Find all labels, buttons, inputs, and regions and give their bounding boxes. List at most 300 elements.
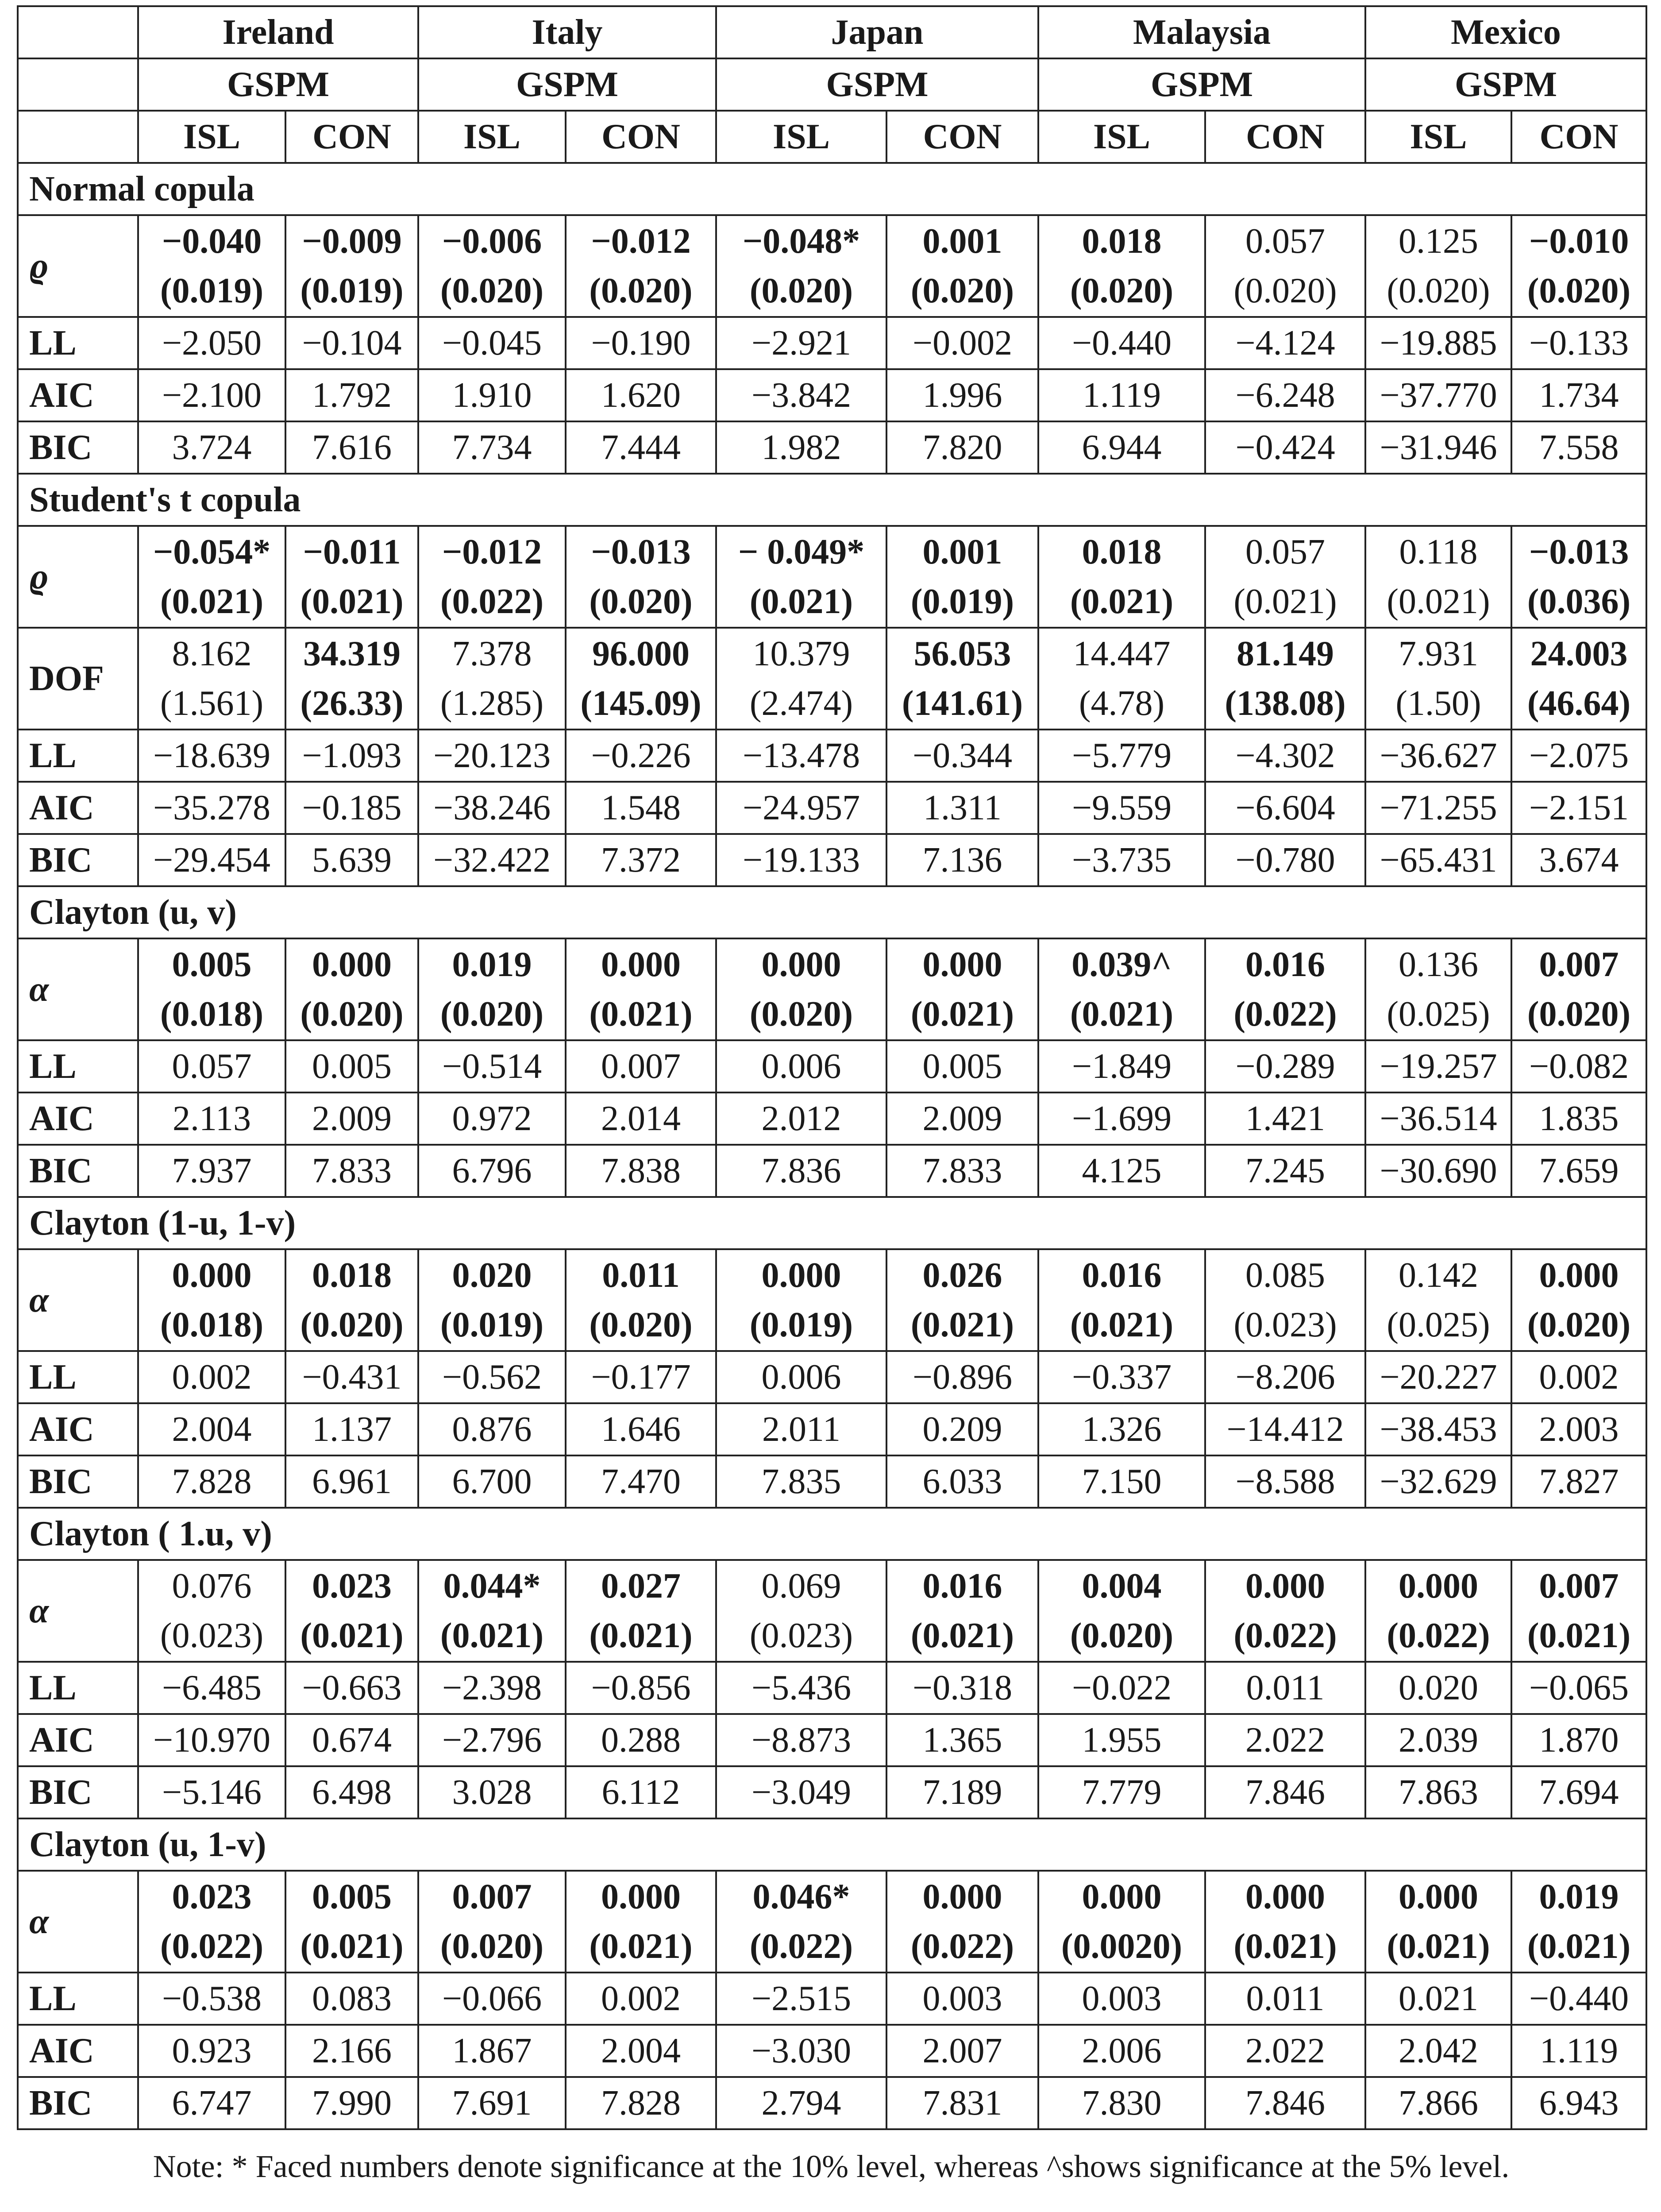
estimate-value: 0.018 xyxy=(1082,222,1162,261)
estimate-cell xyxy=(1205,1249,1365,1351)
value-cell: −0.082 xyxy=(1511,1040,1646,1092)
estimate-value: 0.001 xyxy=(922,533,1002,571)
estimate-cell xyxy=(285,526,418,628)
subcol-header: CON xyxy=(886,111,1038,163)
value-cell: −24.957 xyxy=(716,782,886,834)
value-cell: −0.022 xyxy=(1038,1662,1205,1714)
estimate-value: 24.003 xyxy=(1530,634,1628,673)
estimate-value: 0.016 xyxy=(1245,945,1326,984)
row-label: LL xyxy=(18,1662,138,1714)
value-cell: −1.699 xyxy=(1038,1092,1205,1145)
estimate-value: 7.931 xyxy=(1399,634,1479,673)
row-label: ϱ xyxy=(18,526,138,628)
value-cell: 7.136 xyxy=(886,834,1038,886)
estimate-value: 0.016 xyxy=(922,1567,1002,1606)
estimate-cell xyxy=(418,628,566,730)
value-cell: 0.005 xyxy=(285,1040,418,1092)
value-cell: 1.835 xyxy=(1511,1092,1646,1145)
value-cell: −19.257 xyxy=(1365,1040,1511,1092)
value-cell: 0.002 xyxy=(566,1973,716,2025)
estimate-cell xyxy=(1205,1560,1365,1662)
table-row xyxy=(18,369,1646,421)
value-cell: −36.514 xyxy=(1365,1092,1511,1145)
estimate-value: 0.004 xyxy=(1082,1567,1162,1606)
value-cell: −2.075 xyxy=(1511,730,1646,782)
standard-error: (0.020) xyxy=(1070,1616,1174,1655)
value-cell: 6.944 xyxy=(1038,421,1205,474)
estimate-cell xyxy=(886,1871,1038,1973)
standard-error: (0.020) xyxy=(300,995,404,1034)
standard-error: (0.021) xyxy=(1233,582,1337,621)
row-label: α xyxy=(18,938,138,1040)
table-row xyxy=(18,1040,1646,1092)
standard-error: (0.020) xyxy=(749,995,853,1034)
estimate-cell xyxy=(1038,1871,1205,1973)
value-cell: −3.049 xyxy=(716,1766,886,1818)
table-row xyxy=(18,628,1646,730)
value-cell: 7.833 xyxy=(285,1145,418,1197)
estimate-value: −0.040 xyxy=(162,222,262,261)
value-cell: −0.065 xyxy=(1511,1662,1646,1714)
value-cell: 7.828 xyxy=(566,2077,716,2129)
standard-error: (0.020) xyxy=(440,1927,544,1966)
estimate-cell xyxy=(716,1560,886,1662)
estimate-cell xyxy=(1205,628,1365,730)
value-cell: −20.227 xyxy=(1365,1351,1511,1403)
section-header-row xyxy=(18,474,1646,526)
estimate-cell xyxy=(1038,628,1205,730)
value-cell: 0.011 xyxy=(1205,1662,1365,1714)
value-cell: −2.100 xyxy=(138,369,285,421)
value-cell: −8.206 xyxy=(1205,1351,1365,1403)
standard-error: (1.50) xyxy=(1395,684,1481,723)
value-cell: 2.166 xyxy=(285,2025,418,2077)
value-cell: −4.302 xyxy=(1205,730,1365,782)
value-cell: 0.006 xyxy=(716,1351,886,1403)
value-cell: −0.104 xyxy=(285,317,418,369)
subcol-header: ISL xyxy=(716,111,886,163)
value-cell: −0.514 xyxy=(418,1040,566,1092)
value-cell: 7.779 xyxy=(1038,1766,1205,1818)
value-cell: 0.011 xyxy=(1205,1973,1365,2025)
value-cell: 0.021 xyxy=(1365,1973,1511,2025)
value-cell: −71.255 xyxy=(1365,782,1511,834)
estimate-value: 0.001 xyxy=(922,222,1002,261)
value-cell: 7.694 xyxy=(1511,1766,1646,1818)
value-cell: 7.616 xyxy=(285,421,418,474)
table-row xyxy=(18,2077,1646,2129)
estimate-cell xyxy=(1365,628,1511,730)
standard-error: (0.023) xyxy=(1233,1305,1337,1344)
value-cell: 1.792 xyxy=(285,369,418,421)
standard-error: (0.019) xyxy=(440,1305,544,1344)
value-cell: 2.039 xyxy=(1365,1714,1511,1766)
value-cell: −2.151 xyxy=(1511,782,1646,834)
value-cell: 1.365 xyxy=(886,1714,1038,1766)
value-cell: 7.831 xyxy=(886,2077,1038,2129)
model-header: GSPM xyxy=(1365,58,1646,111)
value-cell: 7.866 xyxy=(1365,2077,1511,2129)
standard-error: (0.023) xyxy=(749,1616,853,1655)
estimate-value: −0.011 xyxy=(303,533,401,571)
value-cell: −4.124 xyxy=(1205,317,1365,369)
estimate-value: 0.000 xyxy=(761,1256,841,1295)
value-cell: 2.004 xyxy=(138,1403,285,1455)
estimate-value: 0.000 xyxy=(1082,1877,1162,1916)
table-container xyxy=(17,5,1646,2191)
value-cell: 0.057 xyxy=(138,1040,285,1092)
value-cell: 6.943 xyxy=(1511,2077,1646,2129)
table-note: Note: * Faced numbers denote significance at the 10% level, whereas ^shows significance at the 5% level. xyxy=(153,2149,1510,2184)
standard-error: (46.64) xyxy=(1527,684,1631,723)
value-cell: −0.133 xyxy=(1511,317,1646,369)
standard-error: (0.020) xyxy=(300,1305,404,1344)
section-header-row xyxy=(18,1197,1646,1249)
value-cell: 7.245 xyxy=(1205,1145,1365,1197)
estimate-cell xyxy=(716,215,886,317)
value-cell: 2.009 xyxy=(285,1092,418,1145)
value-cell: −0.185 xyxy=(285,782,418,834)
subcol-header: CON xyxy=(1511,111,1646,163)
row-label: BIC xyxy=(18,1455,138,1508)
value-cell: 2.012 xyxy=(716,1092,886,1145)
section-title: Clayton ( 1.u, v) xyxy=(18,1508,1646,1560)
estimate-cell xyxy=(1205,1871,1365,1973)
value-cell: 1.996 xyxy=(886,369,1038,421)
value-cell: −0.177 xyxy=(566,1351,716,1403)
estimate-value: 0.000 xyxy=(172,1256,252,1295)
table-row xyxy=(18,1092,1646,1145)
table-row xyxy=(18,1351,1646,1403)
standard-error: (0.021) xyxy=(1387,582,1490,621)
model-header: GSPM xyxy=(716,58,1038,111)
country-header: Italy xyxy=(418,6,716,58)
value-cell: 1.311 xyxy=(886,782,1038,834)
value-cell: 7.838 xyxy=(566,1145,716,1197)
value-cell: −0.538 xyxy=(138,1973,285,2025)
standard-error: (2.474) xyxy=(749,684,853,723)
value-cell: 7.833 xyxy=(886,1145,1038,1197)
estimate-cell xyxy=(1038,938,1205,1040)
standard-error: (0.022) xyxy=(1233,995,1337,1034)
standard-error: (0.021) xyxy=(910,1616,1014,1655)
value-cell: 0.020 xyxy=(1365,1662,1511,1714)
standard-error: (145.09) xyxy=(580,684,701,723)
value-cell: −5.779 xyxy=(1038,730,1205,782)
estimate-value: 0.136 xyxy=(1399,945,1479,984)
estimate-value: 0.011 xyxy=(602,1256,680,1295)
standard-error: (0.019) xyxy=(749,1305,853,1344)
value-cell: 7.835 xyxy=(716,1455,886,1508)
value-cell: −0.440 xyxy=(1511,1973,1646,2025)
table-row xyxy=(18,1249,1646,1351)
estimate-value: −0.006 xyxy=(442,222,542,261)
value-cell: −0.780 xyxy=(1205,834,1365,886)
estimate-cell xyxy=(1038,1249,1205,1351)
standard-error: (0.022) xyxy=(160,1927,264,1966)
standard-error: (0.022) xyxy=(440,582,544,621)
estimate-cell xyxy=(566,1871,716,1973)
estimate-cell xyxy=(1365,938,1511,1040)
estimate-value: 0.019 xyxy=(452,945,532,984)
estimate-value: 0.000 xyxy=(922,1877,1002,1916)
estimate-cell xyxy=(418,1871,566,1973)
value-cell: 1.955 xyxy=(1038,1714,1205,1766)
value-cell: −3.735 xyxy=(1038,834,1205,886)
value-cell: −0.440 xyxy=(1038,317,1205,369)
value-cell: −19.885 xyxy=(1365,317,1511,369)
row-label: LL xyxy=(18,1351,138,1403)
table-row xyxy=(18,1455,1646,1508)
value-cell: 6.747 xyxy=(138,2077,285,2129)
estimate-value: 0.000 xyxy=(761,945,841,984)
value-cell: 7.863 xyxy=(1365,1766,1511,1818)
value-cell: 2.794 xyxy=(716,2077,886,2129)
estimate-cell xyxy=(138,1871,285,1973)
value-cell: −0.431 xyxy=(285,1351,418,1403)
standard-error: (0.020) xyxy=(589,1305,693,1344)
estimate-cell xyxy=(1511,1871,1646,1973)
estimate-value: 81.149 xyxy=(1237,634,1334,673)
estimate-value: 0.005 xyxy=(312,1877,392,1916)
standard-error: (0.025) xyxy=(1387,995,1490,1034)
value-cell: −0.002 xyxy=(886,317,1038,369)
subcol-header: CON xyxy=(285,111,418,163)
value-cell: 1.910 xyxy=(418,369,566,421)
value-cell: 2.007 xyxy=(886,2025,1038,2077)
standard-error: (0.0020) xyxy=(1061,1927,1183,1966)
estimate-value: 0.018 xyxy=(312,1256,392,1295)
estimate-cell xyxy=(285,1560,418,1662)
value-cell: 1.982 xyxy=(716,421,886,474)
value-cell: 6.961 xyxy=(285,1455,418,1508)
standard-error: (0.020) xyxy=(1233,271,1337,310)
estimate-cell xyxy=(886,526,1038,628)
model-header: GSPM xyxy=(138,58,418,111)
value-cell: −8.873 xyxy=(716,1714,886,1766)
value-cell: 2.014 xyxy=(566,1092,716,1145)
value-cell: −0.226 xyxy=(566,730,716,782)
estimate-cell xyxy=(1038,526,1205,628)
estimate-cell xyxy=(418,1560,566,1662)
value-cell: 1.620 xyxy=(566,369,716,421)
standard-error: (0.021) xyxy=(910,1305,1014,1344)
value-cell: 2.022 xyxy=(1205,1714,1365,1766)
estimate-value: 0.007 xyxy=(1539,1567,1619,1606)
estimate-cell xyxy=(138,526,285,628)
table-row xyxy=(18,1145,1646,1197)
country-header: Mexico xyxy=(1365,6,1646,58)
value-cell: 0.923 xyxy=(138,2025,285,2077)
value-cell: 0.002 xyxy=(138,1351,285,1403)
estimate-cell xyxy=(285,215,418,317)
estimate-value: 0.076 xyxy=(172,1567,252,1606)
standard-error: (0.022) xyxy=(749,1927,853,1966)
estimate-cell xyxy=(886,215,1038,317)
estimate-value: 0.044* xyxy=(443,1567,541,1606)
value-cell: 5.639 xyxy=(285,834,418,886)
value-cell: 2.011 xyxy=(716,1403,886,1455)
estimate-value: 0.000 xyxy=(601,1877,681,1916)
value-cell: −0.045 xyxy=(418,317,566,369)
header-row-subcols xyxy=(18,111,1646,163)
value-cell: 7.937 xyxy=(138,1145,285,1197)
table-header xyxy=(18,6,1646,163)
estimate-value: 0.023 xyxy=(312,1567,392,1606)
standard-error: (0.021) xyxy=(300,1616,404,1655)
standard-error: (0.022) xyxy=(1387,1616,1490,1655)
value-cell: 1.734 xyxy=(1511,369,1646,421)
standard-error: (1.285) xyxy=(440,684,544,723)
value-cell: 7.691 xyxy=(418,2077,566,2129)
value-cell: 0.083 xyxy=(285,1973,418,2025)
row-label: AIC xyxy=(18,782,138,834)
estimate-value: 56.053 xyxy=(913,634,1011,673)
standard-error: (0.020) xyxy=(1527,1305,1631,1344)
value-cell: −0.337 xyxy=(1038,1351,1205,1403)
standard-error: (0.021) xyxy=(1527,1927,1631,1966)
estimate-value: 0.007 xyxy=(452,1877,532,1916)
value-cell: −14.412 xyxy=(1205,1403,1365,1455)
estimate-value: 0.000 xyxy=(1399,1567,1479,1606)
estimate-cell xyxy=(285,1871,418,1973)
standard-error: (0.021) xyxy=(589,995,693,1034)
value-cell: −32.629 xyxy=(1365,1455,1511,1508)
estimate-value: 0.142 xyxy=(1399,1256,1479,1295)
value-cell: 7.734 xyxy=(418,421,566,474)
table-row xyxy=(18,317,1646,369)
estimate-value: 0.039^ xyxy=(1071,945,1172,984)
row-label: AIC xyxy=(18,2025,138,2077)
table-row xyxy=(18,1403,1646,1455)
estimate-value: 0.019 xyxy=(1539,1877,1619,1916)
value-cell: 1.119 xyxy=(1038,369,1205,421)
estimate-cell xyxy=(716,938,886,1040)
value-cell: −0.066 xyxy=(418,1973,566,2025)
estimate-cell xyxy=(1511,628,1646,730)
estimate-value: 0.027 xyxy=(601,1567,681,1606)
value-cell: 6.796 xyxy=(418,1145,566,1197)
row-label: AIC xyxy=(18,1092,138,1145)
value-cell: 1.119 xyxy=(1511,2025,1646,2077)
estimate-cell xyxy=(418,1249,566,1351)
standard-error: (0.021) xyxy=(1070,582,1174,621)
value-cell: 0.003 xyxy=(1038,1973,1205,2025)
estimate-cell xyxy=(1038,215,1205,317)
estimate-cell xyxy=(566,1249,716,1351)
value-cell: −2.921 xyxy=(716,317,886,369)
estimate-value: 0.023 xyxy=(172,1877,252,1916)
estimate-value: 0.000 xyxy=(1245,1877,1326,1916)
value-cell: 7.558 xyxy=(1511,421,1646,474)
value-cell: −0.289 xyxy=(1205,1040,1365,1092)
estimate-cell xyxy=(285,628,418,730)
estimate-value: 0.007 xyxy=(1539,945,1619,984)
value-cell: −5.146 xyxy=(138,1766,285,1818)
value-cell: −2.796 xyxy=(418,1714,566,1766)
value-cell: −31.946 xyxy=(1365,421,1511,474)
standard-error: (0.021) xyxy=(589,1616,693,1655)
row-label: BIC xyxy=(18,834,138,886)
value-cell: 4.125 xyxy=(1038,1145,1205,1197)
standard-error: (26.33) xyxy=(300,684,404,723)
estimate-value: −0.054* xyxy=(153,533,271,571)
estimate-cell xyxy=(1365,1249,1511,1351)
table-row xyxy=(18,730,1646,782)
section-title: Normal copula xyxy=(18,163,1646,215)
standard-error: (0.025) xyxy=(1387,1305,1490,1344)
estimate-cell xyxy=(1511,1249,1646,1351)
estimate-cell xyxy=(1511,938,1646,1040)
value-cell: 7.990 xyxy=(285,2077,418,2129)
row-label: LL xyxy=(18,1040,138,1092)
value-cell: 0.972 xyxy=(418,1092,566,1145)
value-cell: −6.248 xyxy=(1205,369,1365,421)
section-header-row xyxy=(18,1508,1646,1560)
value-cell: 7.444 xyxy=(566,421,716,474)
section-title: Clayton (1-u, 1-v) xyxy=(18,1197,1646,1249)
standard-error: (0.021) xyxy=(1233,1927,1337,1966)
standard-error: (0.020) xyxy=(589,582,693,621)
value-cell: 2.022 xyxy=(1205,2025,1365,2077)
standard-error: (0.021) xyxy=(1070,1305,1174,1344)
standard-error: (0.020) xyxy=(1070,271,1174,310)
estimate-value: −0.013 xyxy=(1529,533,1629,571)
standard-error: (0.018) xyxy=(160,1305,264,1344)
value-cell: 1.548 xyxy=(566,782,716,834)
corner-cell xyxy=(18,58,138,111)
estimate-value: 14.447 xyxy=(1073,634,1171,673)
table-row xyxy=(18,1973,1646,2025)
header-row-model xyxy=(18,58,1646,111)
estimate-cell xyxy=(1205,526,1365,628)
standard-error: (0.020) xyxy=(749,271,853,310)
value-cell: 6.112 xyxy=(566,1766,716,1818)
estimate-cell xyxy=(1365,1560,1511,1662)
value-cell: −18.639 xyxy=(138,730,285,782)
row-label: α xyxy=(18,1560,138,1662)
section-title: Clayton (u, v) xyxy=(18,886,1646,938)
value-cell: −3.842 xyxy=(716,369,886,421)
row-label: DOF xyxy=(18,628,138,730)
table-body xyxy=(18,163,1646,2129)
value-cell: −2.398 xyxy=(418,1662,566,1714)
estimate-cell xyxy=(285,1249,418,1351)
standard-error: (0.020) xyxy=(1527,995,1631,1034)
value-cell: −1.849 xyxy=(1038,1040,1205,1092)
value-cell: 0.674 xyxy=(285,1714,418,1766)
estimate-value: 0.118 xyxy=(1399,533,1478,571)
value-cell: 0.007 xyxy=(566,1040,716,1092)
section-title: Clayton (u, 1-v) xyxy=(18,1818,1646,1871)
value-cell: 6.498 xyxy=(285,1766,418,1818)
value-cell: 2.004 xyxy=(566,2025,716,2077)
standard-error: (0.019) xyxy=(160,271,264,310)
value-cell: 7.828 xyxy=(138,1455,285,1508)
value-cell: −0.190 xyxy=(566,317,716,369)
estimate-value: 0.000 xyxy=(1245,1567,1326,1606)
value-cell: 1.867 xyxy=(418,2025,566,2077)
estimate-cell xyxy=(285,938,418,1040)
row-label: BIC xyxy=(18,1766,138,1818)
estimate-value: 0.125 xyxy=(1399,222,1479,261)
table-row xyxy=(18,421,1646,474)
estimate-value: 0.016 xyxy=(1082,1256,1162,1295)
standard-error: (138.08) xyxy=(1225,684,1346,723)
value-cell: 2.003 xyxy=(1511,1403,1646,1455)
section-header-row xyxy=(18,886,1646,938)
standard-error: (0.020) xyxy=(589,271,693,310)
